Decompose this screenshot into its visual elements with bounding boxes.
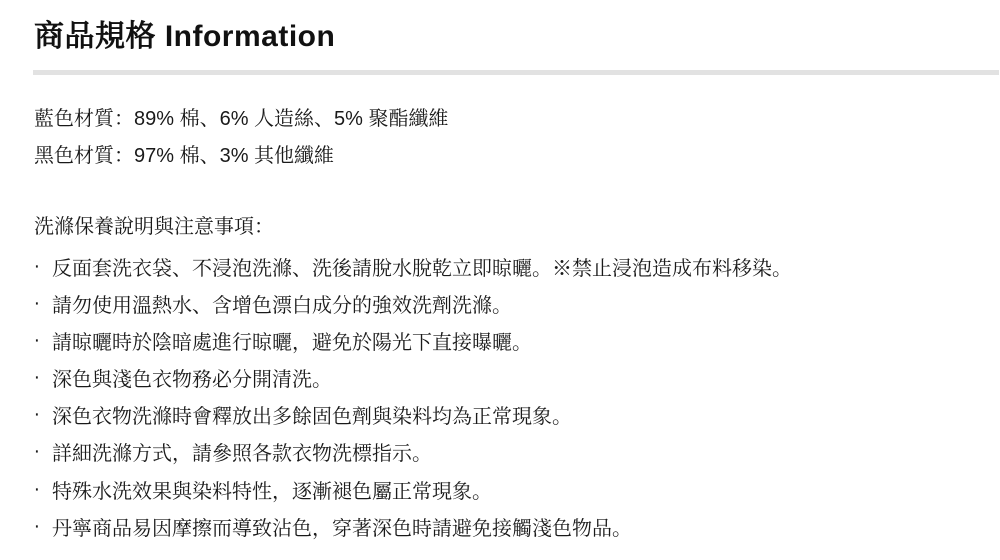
- list-item-label: 請晾曬時於陰暗處進行晾曬，避免於陽光下直接曝曬。: [52, 331, 532, 354]
- bullet-icon: ‧: [34, 330, 40, 351]
- list-item: [34, 362, 966, 399]
- material-line: 藍色材質：89% 棉、6% 人造絲、5% 聚酯纖維: [34, 107, 449, 130]
- bullet-icon: ‧: [34, 405, 40, 426]
- list-item: [34, 399, 966, 436]
- bullet-icon: ‧: [34, 368, 40, 389]
- bullet-icon: ‧: [34, 479, 40, 500]
- page-title: 商品規格 Information: [34, 20, 336, 53]
- bullet-icon: ‧: [34, 293, 40, 314]
- list-item: [34, 511, 966, 548]
- care-instructions-heading: 洗滌保養說明與注意事項：: [34, 215, 274, 238]
- list-item: [34, 436, 966, 473]
- material-line: 黑色材質：97% 棉、3% 其他纖維: [34, 144, 335, 167]
- list-item-label: 請勿使用溫熱水、含增色漂白成分的強效洗劑洗滌。: [52, 294, 512, 317]
- list-item: [34, 474, 966, 511]
- list-item-label: 丹寧商品易因摩擦而導致沾色，穿著深色時請避免接觸淺色物品。: [52, 517, 632, 540]
- list-item: [34, 325, 966, 362]
- list-item-label: 深色與淺色衣物務必分開清洗。: [52, 369, 332, 392]
- list-item-label: 深色衣物洗滌時會釋放出多餘固色劑與染料均為正常現象。: [52, 406, 572, 429]
- bullet-icon: ‧: [34, 442, 40, 463]
- list-item-label: 特殊水洗效果與染料特性，逐漸褪色屬正常現象。: [52, 480, 492, 503]
- bullet-icon: ‧: [34, 516, 40, 537]
- care-instructions-list: [34, 251, 966, 549]
- list-item: [34, 288, 966, 325]
- bullet-icon: ‧: [34, 256, 40, 277]
- list-item-label: 詳細洗滌方式，請參照各款衣物洗標指示。: [52, 443, 432, 466]
- list-item-label: 反面套洗衣袋、不浸泡洗滌、洗後請脫水脫乾立即晾曬。※禁止浸泡造成布料移染。: [52, 257, 792, 280]
- title-divider: [33, 70, 999, 75]
- materials-block: [34, 101, 966, 175]
- list-item: [34, 251, 966, 288]
